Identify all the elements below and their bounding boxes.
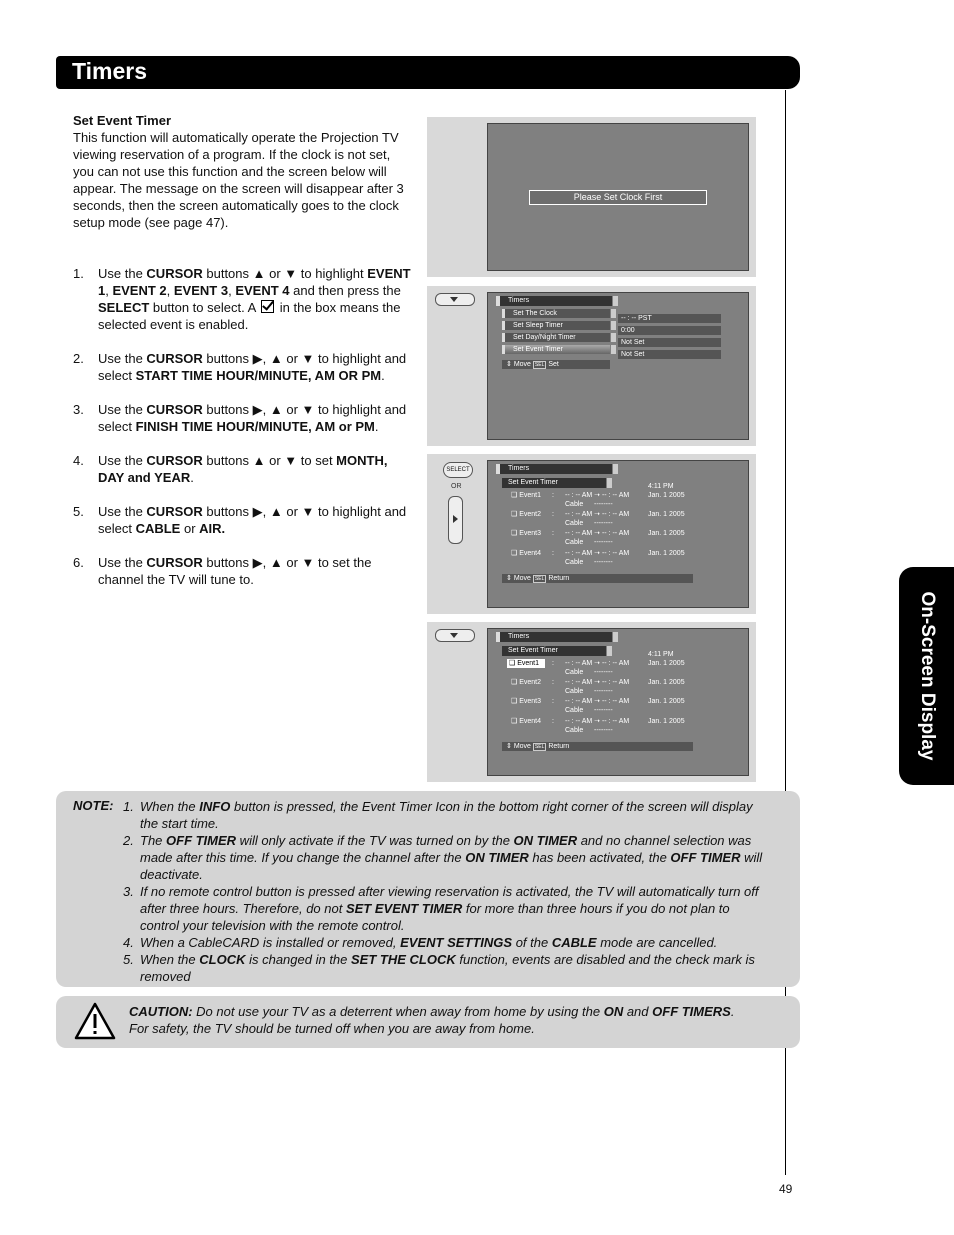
note-item: 1. When the INFO button is pressed, the Event Timer Icon in the bottom right corner of the screen will display the start time. (123, 799, 753, 831)
menu-item-set-day-night-timer[interactable]: Set Day/Night Timer (502, 333, 610, 342)
screen-panel-3 (427, 454, 756, 614)
caution-text: CAUTION: Do not use your TV as a deterrent when away from home by using the ON and OFF TIMERS. For safety, the TV should be turned off when you are away from home. (129, 1004, 735, 1036)
tv-screen (487, 123, 749, 271)
warning-icon (74, 1002, 116, 1040)
note-item: 4. When a CableCARD is installed or removed, EVENT SETTINGS of the CABLE mode are cancelled. (123, 935, 718, 950)
note-item: 5. When the CLOCK is changed in the SET THE CLOCK function, events are disabled and the check mark is removed (123, 952, 755, 984)
note-label: NOTE: (73, 798, 114, 813)
submenu-title: Set Event Timer (502, 478, 606, 488)
section-heading: Set Event Timer (73, 113, 172, 128)
screen-panel-2 (427, 286, 756, 446)
page-header (56, 56, 800, 89)
menu-title: Timers (496, 296, 612, 306)
event-footer: ⇕ Move SEL Return (502, 574, 693, 583)
instructions-column (73, 112, 413, 605)
step-item: 5. Use the CURSOR buttons ▶, ▲ or ▼ to highlight and select CABLE or AIR. (73, 504, 407, 536)
section-tab-label: On-Screen Display (916, 591, 938, 761)
clock-readout: 4:11 PM (648, 651, 674, 658)
menu-footer: ⇕ Move SEL Set (502, 360, 610, 369)
cursor-down-button[interactable] (435, 629, 475, 642)
sel-icon: SEL (534, 362, 545, 368)
day-night-timer-value: Not Set (618, 338, 721, 347)
menu-title: Timers (496, 632, 612, 642)
intro-paragraph: This function will automatically operate the Projection TV viewing reservation of a program. If the clock is not set, you can not use this function and the screen below will appear. The message on the screen will disappear after 3 seconds, then the screen automatically goes to the clock setup mode (see page 47). (73, 130, 404, 230)
menu-item-set-sleep-timer[interactable]: Set Sleep Timer (502, 321, 610, 330)
event-footer: ⇕ Move SEL Return (502, 742, 693, 751)
page-title: Timers (72, 58, 148, 84)
caution-label: CAUTION: (129, 1004, 193, 1019)
cursor-down-button[interactable] (435, 293, 475, 306)
submenu-title: Set Event Timer (502, 646, 606, 656)
sel-icon: SEL (534, 744, 545, 750)
section-tab (899, 567, 954, 785)
caution-box (56, 996, 800, 1048)
tv-screen: Timers Set Event Timer 4:11 PM ❑ Event1 : -- : -- AM ➝ -- : -- AM Jan. 1 2005 Cable -------- ❑ Event2 : -- : -- AM ➝ -- : -- AM Jan. 1 2005 Cable -------- ❑ Event3 : -- : -- AM ➝ -- : -- AM Jan. 1 2005 Cable -------- ❑ Event4 : -- : -- AM ➝ -- : -- AM Jan. 1 2005 Cable -------- ⇕ Move SEL Return (487, 628, 749, 776)
note-box (56, 791, 800, 987)
page-number: 49 (779, 1182, 793, 1196)
sleep-timer-value: 0:00 (618, 326, 721, 335)
menu-item-set-event-timer[interactable]: Set Event Timer (502, 345, 610, 354)
sel-icon: SEL (534, 576, 545, 582)
checked-box-icon (261, 300, 274, 313)
clock-readout: 4:11 PM (648, 483, 674, 490)
step-item: 2. Use the CURSOR buttons ▶, ▲ or ▼ to highlight and select START TIME HOUR/MINUTE, AM OR PM. (73, 351, 407, 383)
note-item: 3. If no remote control button is pressed after viewing reservation is activated, the TV will automatically turn off after three hours. Therefore, do not SET EVENT TIMER for more than three hours if you do not plan to control your television with the remote control. (123, 884, 759, 933)
menu-title: Timers (496, 464, 612, 474)
tv-screen: Timers Set Event Timer 4:11 PM ❑ Event1 : -- : -- AM ➝ -- : -- AM Jan. 1 2005 Cable -------- ❑ Event2 : -- : -- AM ➝ -- : -- AM Jan. 1 2005 Cable -------- ❑ Event3 : -- : -- AM ➝ -- : -- AM Jan. 1 2005 Cable -------- ❑ Event4 : -- : -- AM ➝ -- : -- AM Jan. 1 2005 Cable -------- ⇕ Move SEL Return (487, 460, 749, 608)
select-button[interactable]: SELECT (443, 462, 473, 478)
clock-warning-message: Please Set Clock First (529, 190, 707, 205)
step-item: 3. Use the CURSOR buttons ▶, ▲ or ▼ to highlight and select FINISH TIME HOUR/MINUTE, AM or PM. (73, 402, 407, 434)
tv-screen (487, 292, 749, 440)
event-timer-value: Not Set (618, 350, 721, 359)
step-item: 1. Use the CURSOR buttons ▲ or ▼ to highlight EVENT 1, EVENT 2, EVENT 3, EVENT 4 and then press the SELECT button to select. A in the box means the selected event is enabled. (73, 266, 411, 332)
move-icon: ⇕ (506, 743, 512, 750)
step-item: 6. Use the CURSOR buttons ▶, ▲ or ▼ to set the channel the TV will tune to. (73, 555, 372, 587)
clock-value: -- : -- PST (618, 314, 721, 323)
steps-list (73, 265, 413, 588)
cursor-right-button[interactable] (448, 496, 463, 544)
move-icon: ⇕ (506, 361, 512, 368)
or-label: OR (451, 483, 462, 490)
screen-panel-4 (427, 622, 756, 782)
note-list (123, 798, 763, 985)
move-icon: ⇕ (506, 575, 512, 582)
note-item: 2. The OFF TIMER will only activate if the TV was turned on by the ON TIMER and no channel selection was made after this time. If you change the channel after the ON TIMER has been activated, the OFF TIMER will deactivate. (123, 833, 763, 882)
menu-item-set-the-clock[interactable]: Set The Clock (502, 309, 610, 318)
step-item: 4. Use the CURSOR buttons ▲ or ▼ to set MONTH, DAY and YEAR. (73, 453, 388, 485)
screen-panel-1 (427, 117, 756, 277)
